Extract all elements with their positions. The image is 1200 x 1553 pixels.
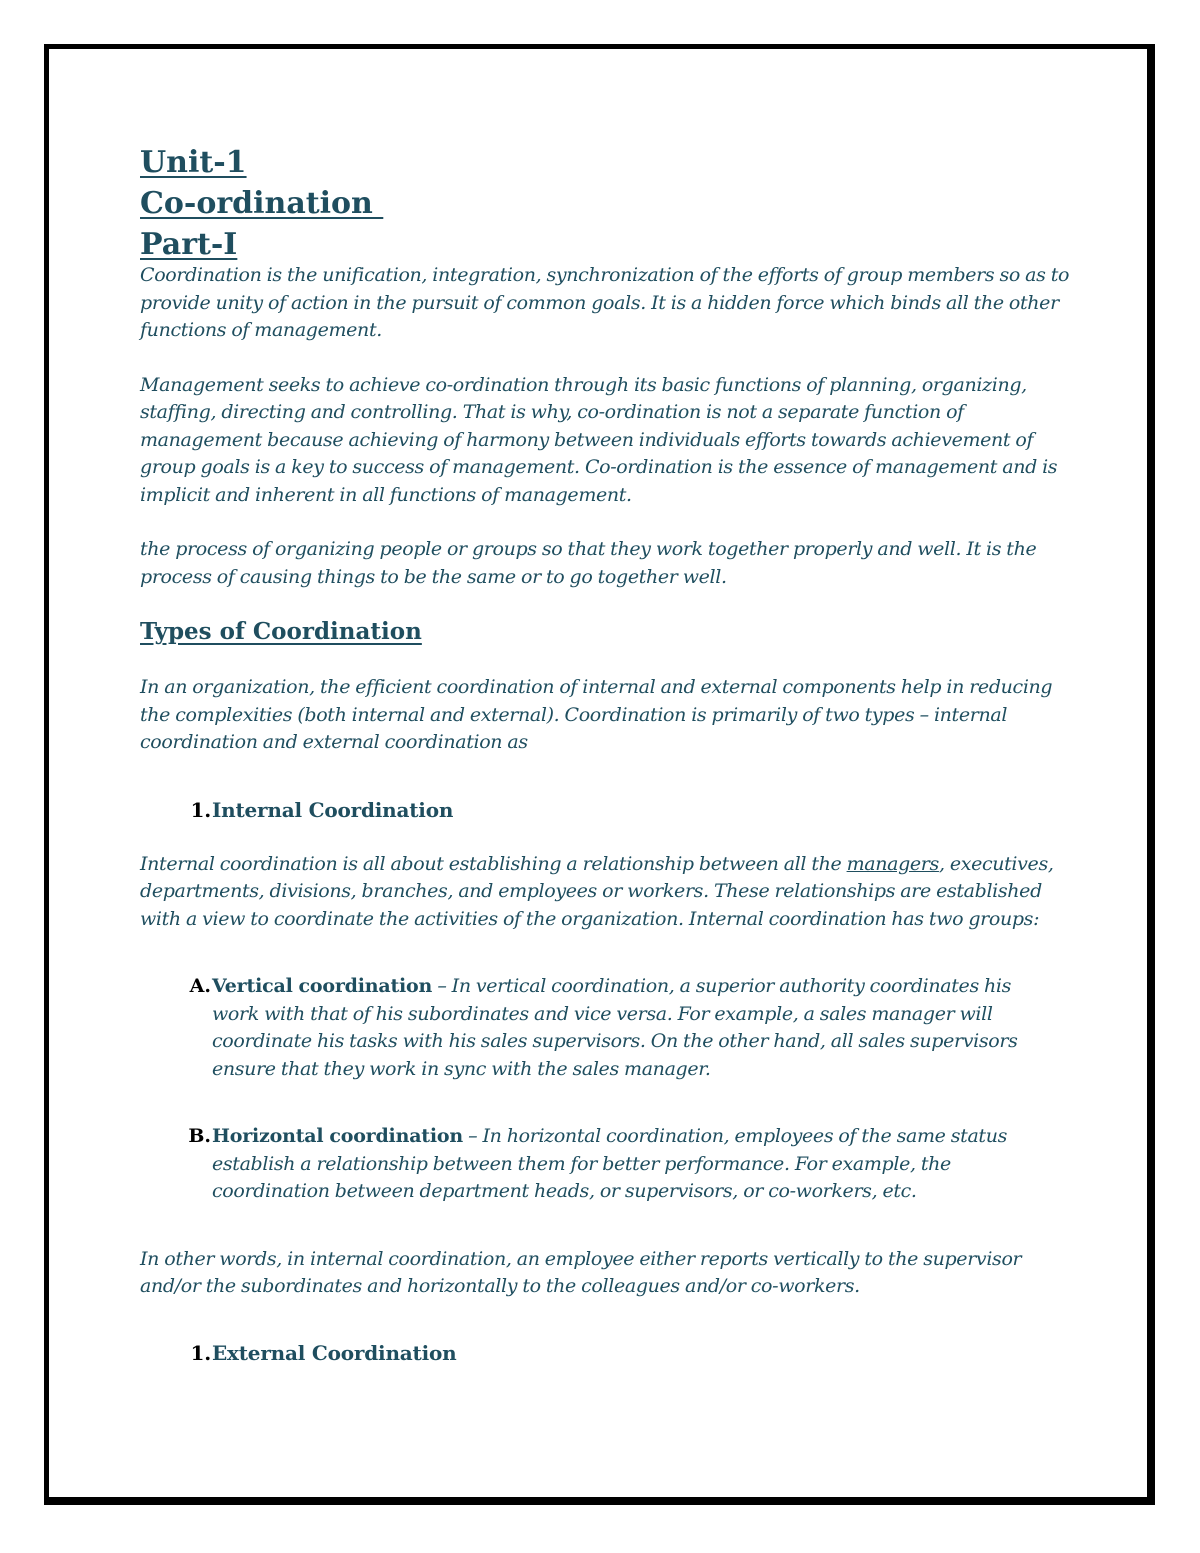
intro-paragraph-definition: Coordination is the unification, integration, synchronization of the efforts of group members so as to provide unity of action in the pursuit of common goals. It is a hidden force which binds all the other functions of management.: [140, 264, 1070, 341]
title-unit: Unit-1: [140, 145, 247, 180]
title-topic: Co-ordination: [140, 186, 384, 221]
internal-desc-after: , executives, departments, divisions, branches, and employees or workers. These relationships are established with a view to coordinate the activities of the organization. Internal coordination has two groups:: [140, 852, 1054, 930]
item-marker-a: A.: [189, 975, 211, 997]
types-intro-paragraph: In an organization, the efficient coordination of internal and external components help in reducing the complexities (both internal and external). Coordination is primarily of two types – internal coordination and external coordination as: [140, 676, 1053, 753]
external-coordination-heading: [140, 1339, 1070, 1367]
document-body: [140, 142, 1070, 1367]
vertical-coordination-body: [212, 973, 1070, 1083]
intro-paragraph-process: the process of organizing people or groups so that they work together properly and well. It is the process of causing things to be the same or to go together well.: [140, 538, 1037, 588]
internal-description: [140, 851, 1070, 934]
horizontal-coordination-term: Horizontal coordination: [212, 1125, 463, 1147]
horizontal-coordination-item: [140, 1123, 1070, 1206]
vertical-coordination-text: – In vertical coordination, a superior authority coordinates his work with that of his subordinates and vice versa. For example, a sales manager will coordinate his tasks with his sales supervisors. On the other hand, all sales supervisors ensure that they work in sync with the sales manager.: [212, 975, 1018, 1080]
vertical-coordination-item: [140, 973, 1070, 1083]
internal-heading-text: Internal Coordination: [212, 797, 454, 822]
internal-summary: In other words, in internal coordination, an employee either reports vertically to the supervisor and/or the subordinates and horizontally to the colleagues and/or co-workers.: [140, 1247, 1022, 1297]
external-heading-text: External Coordination: [212, 1340, 457, 1365]
internal-coordination-heading: [140, 796, 1070, 824]
item-marker-b: B.: [188, 1125, 211, 1147]
horizontal-coordination-body: [212, 1123, 1070, 1206]
external-number: 1.: [190, 1340, 211, 1365]
vertical-coordination-term: Vertical coordination: [212, 975, 433, 997]
internal-desc-before: Internal coordination is all about establishing a relationship between all the: [140, 852, 847, 875]
title-part: Part-I: [140, 227, 238, 262]
horizontal-coordination-text: – In horizontal coordination, employees of the same status establish a relationship between them for better performance. For example, the coordination between department heads, or supervisors, or co-workers, etc.: [212, 1125, 1007, 1202]
internal-number: 1.: [190, 797, 211, 822]
intro-paragraph-management: Management seeks to achieve co-ordination through its basic functions of planning, organizing, staffing, directing and controlling. That is why, co-ordination is not a separate function of management because achieving of harmony between individuals efforts towards achievement of group goals is a key to success of management. Co-ordination is the essence of management and is implicit and inherent in all functions of management.: [140, 373, 1058, 506]
types-heading: Types of Coordination: [140, 618, 422, 645]
managers-link[interactable]: managers: [846, 852, 939, 875]
